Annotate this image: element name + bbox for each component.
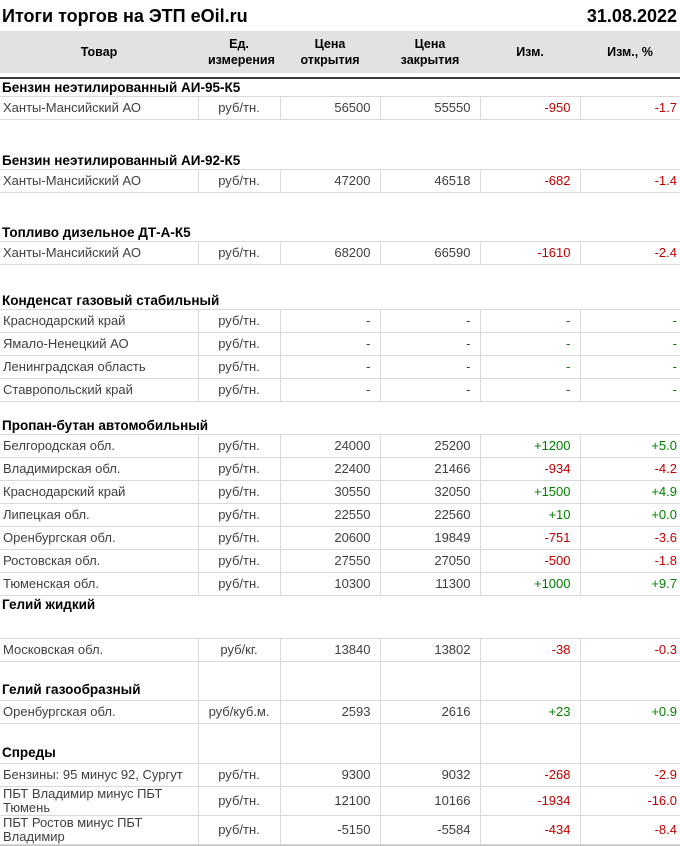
change-cell: -934 bbox=[480, 458, 580, 481]
open-price-cell: 13840 bbox=[280, 638, 380, 661]
unit-cell: руб/тн. bbox=[198, 309, 280, 332]
section-title: Топливо дизельное ДТ-А-К5 bbox=[2, 225, 191, 240]
open-price-cell: - bbox=[280, 332, 380, 355]
unit-cell: руб/тн. bbox=[198, 815, 280, 844]
change-cell: -1610 bbox=[480, 242, 580, 265]
change-cell: +1000 bbox=[480, 573, 580, 596]
open-price-cell: - bbox=[280, 309, 380, 332]
unit-cell: руб/тн. bbox=[198, 378, 280, 401]
gap-cell bbox=[280, 661, 380, 680]
table-row bbox=[0, 458, 680, 481]
table-row bbox=[0, 309, 680, 332]
section-row bbox=[0, 292, 680, 310]
table-row bbox=[0, 638, 680, 661]
product-cell: Оренбургская обл. bbox=[0, 700, 198, 723]
product-cell: Ханты-Мансийский АО bbox=[0, 97, 198, 120]
section-title: Бензин неэтилированный АИ-95-К5 bbox=[0, 78, 680, 97]
gap-cell bbox=[580, 723, 680, 743]
section-cell bbox=[380, 680, 480, 700]
product-cell: Краснодарский край bbox=[0, 481, 198, 504]
section-cell bbox=[380, 743, 480, 763]
product-cell: Липецкая обл. bbox=[0, 504, 198, 527]
change-pct-cell: -3.6 bbox=[580, 527, 680, 550]
change-pct-cell: +9.7 bbox=[580, 573, 680, 596]
open-price-cell: 20600 bbox=[280, 527, 380, 550]
open-price-cell: 12100 bbox=[280, 786, 380, 815]
close-price-cell: 21466 bbox=[380, 458, 480, 481]
section-cell bbox=[480, 743, 580, 763]
unit-cell: руб/тн. bbox=[198, 458, 280, 481]
change-pct-cell: -8.4 bbox=[580, 815, 680, 844]
title-bar bbox=[0, 0, 680, 31]
table-row bbox=[0, 481, 680, 504]
section-title: Бензин неэтилированный АИ-92-К5 bbox=[2, 152, 241, 168]
table-row bbox=[0, 355, 680, 378]
change-cell: -268 bbox=[480, 763, 580, 786]
open-price-cell: 68200 bbox=[280, 242, 380, 265]
change-pct-cell: -0.3 bbox=[580, 638, 680, 661]
section-cell bbox=[280, 743, 380, 763]
product-cell: Ростовская обл. bbox=[0, 550, 198, 573]
section-cell bbox=[198, 743, 280, 763]
unit-cell: руб/тн. bbox=[198, 435, 280, 458]
unit-cell: руб/кг. bbox=[198, 638, 280, 661]
open-price-cell: 30550 bbox=[280, 481, 380, 504]
open-price-cell: 2593 bbox=[280, 700, 380, 723]
unit-cell: руб/тн. bbox=[198, 527, 280, 550]
change-pct-cell: - bbox=[580, 355, 680, 378]
product-cell: ПБТ Владимир минус ПБТ Тюмень bbox=[0, 786, 198, 815]
table-row bbox=[0, 332, 680, 355]
product-cell: Бензины: 95 минус 92, Сургут bbox=[0, 763, 198, 786]
product-cell: Ханты-Мансийский АО bbox=[0, 169, 198, 192]
section-title: Гелий газообразный bbox=[0, 680, 198, 700]
change-cell: -1934 bbox=[480, 786, 580, 815]
section-cell bbox=[198, 680, 280, 700]
gap-cell bbox=[0, 613, 680, 638]
change-pct-cell: -2.9 bbox=[580, 763, 680, 786]
change-pct-cell: -1.8 bbox=[580, 550, 680, 573]
gap-cell bbox=[0, 723, 198, 743]
section-row bbox=[0, 596, 680, 614]
section-row bbox=[0, 743, 680, 763]
close-price-cell: 55550 bbox=[380, 97, 480, 120]
change-cell: - bbox=[480, 309, 580, 332]
change-pct-cell: -4.2 bbox=[580, 458, 680, 481]
unit-cell: руб/куб.м. bbox=[198, 700, 280, 723]
open-price-cell: 24000 bbox=[280, 435, 380, 458]
section-row bbox=[0, 680, 680, 700]
change-cell: -950 bbox=[480, 97, 580, 120]
change-pct-cell: -1.7 bbox=[580, 97, 680, 120]
page-title: Итоги торгов на ЭТП eOil.ru bbox=[2, 5, 248, 26]
close-price-cell: 32050 bbox=[380, 481, 480, 504]
product-cell: ПБТ Ростов минус ПБТ Владимир bbox=[0, 815, 198, 844]
close-price-cell: 11300 bbox=[380, 573, 480, 596]
change-pct-cell: +5.0 bbox=[580, 435, 680, 458]
change-cell: -751 bbox=[480, 527, 580, 550]
gap-cell bbox=[0, 192, 680, 224]
table-row bbox=[0, 573, 680, 596]
product-cell: Белгородская обл. bbox=[0, 435, 198, 458]
close-price-cell: 19849 bbox=[380, 527, 480, 550]
section-row bbox=[0, 417, 680, 435]
section-row bbox=[0, 224, 680, 242]
column-header-unit: Ед. измерения bbox=[198, 31, 280, 73]
change-pct-cell: - bbox=[580, 378, 680, 401]
gap-row bbox=[0, 265, 680, 292]
close-price-cell: 10166 bbox=[380, 786, 480, 815]
unit-cell: руб/тн. bbox=[198, 763, 280, 786]
change-cell: +1500 bbox=[480, 481, 580, 504]
gap-cell bbox=[380, 661, 480, 680]
table-body bbox=[0, 73, 680, 844]
column-header-close-price: Цена закрытия bbox=[380, 31, 480, 73]
change-cell: - bbox=[480, 355, 580, 378]
change-pct-cell: - bbox=[580, 309, 680, 332]
table-row bbox=[0, 763, 680, 786]
gap-cell bbox=[480, 661, 580, 680]
table-row bbox=[0, 700, 680, 723]
product-cell: Тюменская обл. bbox=[0, 573, 198, 596]
table-row bbox=[0, 527, 680, 550]
gap-cell bbox=[0, 661, 198, 680]
section-row bbox=[0, 152, 680, 170]
close-price-cell: 2616 bbox=[380, 700, 480, 723]
open-price-cell: - bbox=[280, 378, 380, 401]
section-row bbox=[0, 78, 680, 97]
bottom-edge-strip bbox=[0, 845, 680, 846]
gap-cell bbox=[0, 401, 680, 417]
open-price-cell: 47200 bbox=[280, 169, 380, 192]
section-cell bbox=[480, 680, 580, 700]
change-pct-cell: - bbox=[580, 332, 680, 355]
table-row bbox=[0, 242, 680, 265]
change-cell: -434 bbox=[480, 815, 580, 844]
section-title: Гелий жидкий bbox=[2, 597, 96, 612]
change-cell: +23 bbox=[480, 700, 580, 723]
close-price-cell: -5584 bbox=[380, 815, 480, 844]
table-row bbox=[0, 169, 680, 192]
product-cell: Владимирская обл. bbox=[0, 458, 198, 481]
section-title: Спреды bbox=[0, 743, 198, 763]
table-row bbox=[0, 378, 680, 401]
close-price-cell: 25200 bbox=[380, 435, 480, 458]
product-cell: Оренбургская обл. bbox=[0, 527, 198, 550]
close-price-cell: 22560 bbox=[380, 504, 480, 527]
results-table bbox=[0, 31, 680, 845]
product-cell: Краснодарский край bbox=[0, 309, 198, 332]
product-cell: Московская обл. bbox=[0, 638, 198, 661]
unit-cell: руб/тн. bbox=[198, 332, 280, 355]
change-pct-cell: +4.9 bbox=[580, 481, 680, 504]
table-row bbox=[0, 504, 680, 527]
close-price-cell: 27050 bbox=[380, 550, 480, 573]
gap-cell bbox=[380, 723, 480, 743]
change-cell: +1200 bbox=[480, 435, 580, 458]
close-price-cell: 13802 bbox=[380, 638, 480, 661]
unit-cell: руб/тн. bbox=[198, 550, 280, 573]
change-cell: -38 bbox=[480, 638, 580, 661]
section-cell bbox=[580, 743, 680, 763]
gap-row bbox=[0, 401, 680, 417]
close-price-cell: 66590 bbox=[380, 242, 480, 265]
unit-cell: руб/тн. bbox=[198, 355, 280, 378]
close-price-cell: - bbox=[380, 355, 480, 378]
unit-cell: руб/тн. bbox=[198, 504, 280, 527]
section-cell bbox=[580, 680, 680, 700]
section-title: Пропан-бутан автомобильный bbox=[2, 418, 209, 433]
product-cell: Ставропольский край bbox=[0, 378, 198, 401]
open-price-cell: 22400 bbox=[280, 458, 380, 481]
change-cell: - bbox=[480, 378, 580, 401]
gap-cell bbox=[280, 723, 380, 743]
unit-cell: руб/тн. bbox=[198, 169, 280, 192]
gap-row bbox=[0, 613, 680, 638]
change-cell: - bbox=[480, 332, 580, 355]
column-header-open-price: Цена открытия bbox=[280, 31, 380, 73]
change-pct-cell: +0.9 bbox=[580, 700, 680, 723]
gap-cell bbox=[480, 723, 580, 743]
column-header-product: Товар bbox=[0, 31, 198, 73]
open-price-cell: 22550 bbox=[280, 504, 380, 527]
table-row bbox=[0, 97, 680, 120]
unit-cell: руб/тн. bbox=[198, 573, 280, 596]
change-pct-cell: -16.0 bbox=[580, 786, 680, 815]
product-cell: Ямало-Ненецкий АО bbox=[0, 332, 198, 355]
table-row bbox=[0, 550, 680, 573]
gap-cell bbox=[198, 723, 280, 743]
gap-row bbox=[0, 120, 680, 152]
change-cell: -682 bbox=[480, 169, 580, 192]
table-row bbox=[0, 435, 680, 458]
gap-row bbox=[0, 661, 680, 680]
close-price-cell: - bbox=[380, 309, 480, 332]
unit-cell: руб/тн. bbox=[198, 97, 280, 120]
section-cell bbox=[280, 680, 380, 700]
table-header-row bbox=[0, 31, 680, 73]
change-pct-cell: -2.4 bbox=[580, 242, 680, 265]
product-cell: Ханты-Мансийский АО bbox=[0, 242, 198, 265]
unit-cell: руб/тн. bbox=[198, 786, 280, 815]
gap-cell bbox=[0, 120, 680, 152]
change-pct-cell: +0.0 bbox=[580, 504, 680, 527]
table-row bbox=[0, 815, 680, 844]
close-price-cell: - bbox=[380, 378, 480, 401]
close-price-cell: 46518 bbox=[380, 169, 480, 192]
open-price-cell: 9300 bbox=[280, 763, 380, 786]
change-cell: +10 bbox=[480, 504, 580, 527]
table-row bbox=[0, 786, 680, 815]
change-pct-cell: -1.4 bbox=[580, 169, 680, 192]
report-date: 31.08.2022 bbox=[586, 5, 677, 26]
close-price-cell: 9032 bbox=[380, 763, 480, 786]
gap-cell bbox=[198, 661, 280, 680]
gap-row bbox=[0, 192, 680, 224]
unit-cell: руб/тн. bbox=[198, 242, 280, 265]
open-price-cell: 56500 bbox=[280, 97, 380, 120]
change-cell: -500 bbox=[480, 550, 580, 573]
column-header-change-pct: Изм., % bbox=[580, 31, 680, 73]
open-price-cell: 10300 bbox=[280, 573, 380, 596]
open-price-cell: 27550 bbox=[280, 550, 380, 573]
gap-cell bbox=[580, 661, 680, 680]
open-price-cell: -5150 bbox=[280, 815, 380, 844]
section-title: Конденсат газовый стабильный bbox=[2, 292, 220, 308]
product-cell: Ленинградская область bbox=[0, 355, 198, 378]
close-price-cell: - bbox=[380, 332, 480, 355]
unit-cell: руб/тн. bbox=[198, 481, 280, 504]
column-header-change: Изм. bbox=[480, 31, 580, 73]
gap-cell bbox=[0, 265, 680, 292]
gap-row bbox=[0, 723, 680, 743]
open-price-cell: - bbox=[280, 355, 380, 378]
